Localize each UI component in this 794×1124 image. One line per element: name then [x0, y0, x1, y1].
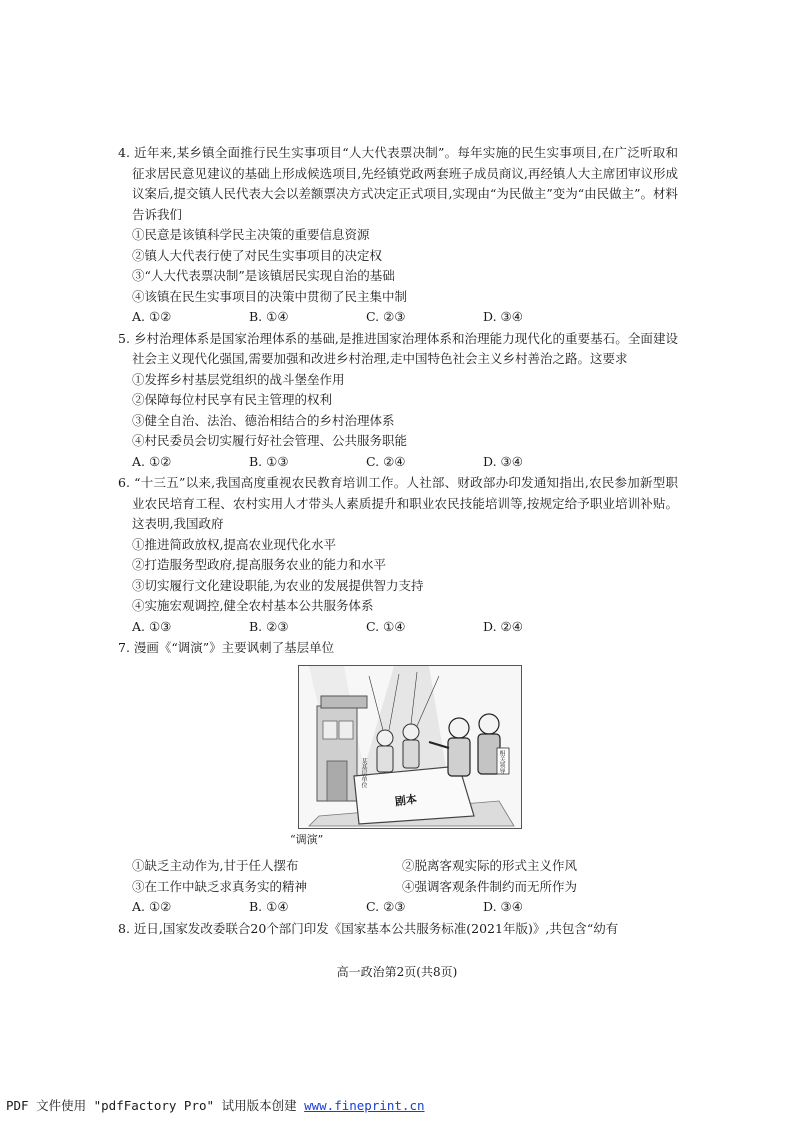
- question-stem: 7. 漫画《“调演”》主要讽刺了基层单位: [118, 640, 335, 655]
- question-8: [118, 919, 678, 940]
- fineprint-link[interactable]: www.fineprint.cn: [304, 1098, 425, 1113]
- option-item: ④该镇在民生实事项目的决策中贯彻了民主集中制: [132, 288, 408, 304]
- answer-choices: [118, 617, 678, 638]
- choice-d: D. ③④: [483, 899, 523, 914]
- question-5: [118, 329, 678, 473]
- option-item: ②保障每位村民享有民主管理的权利: [132, 392, 333, 407]
- cartoon-label-left: 某基层单位: [360, 757, 367, 788]
- option-item: ④强调客观条件制约而无所作为: [402, 878, 578, 894]
- option-item: ③“人大代表票决制”是该镇居民实现自治的基础: [132, 268, 395, 283]
- question-6: [118, 473, 678, 637]
- choice-c: C. ①④: [366, 618, 406, 634]
- choice-b: B. ①④: [249, 309, 289, 324]
- answer-choices: [118, 897, 678, 918]
- choice-c: C. ②③: [366, 309, 406, 324]
- option-item: ②打造服务型政府,提高服务农业的能力和水平: [132, 557, 386, 572]
- cartoon-label-right: 相关领导: [498, 749, 505, 774]
- options-row: [118, 877, 678, 898]
- option-item: ①民意是该镇科学民主决策的重要信息资源: [132, 227, 370, 242]
- choice-a: A. ①③: [132, 618, 172, 634]
- choice-d: D. ③④: [483, 453, 523, 469]
- pdf-note-text: PDF 文件使用 "pdfFactory Pro" 试用版本创建: [6, 1098, 305, 1113]
- choice-a: A. ①②: [132, 453, 172, 469]
- choice-a: A. ①②: [132, 899, 172, 914]
- option-item: ③健全自治、法治、德治相结合的乡村治理体系: [132, 412, 395, 428]
- question-stem: 8. 近日,国家发改委联合20个部门印发《国家基本公共服务标准(2021年版)》,共包含“幼有: [118, 920, 619, 936]
- page-footer: 高一政治第2页(共8页): [336, 965, 458, 979]
- choice-a: A. ①②: [132, 309, 172, 324]
- option-item: ④实施宏观调控,健全农村基本公共服务体系: [132, 598, 374, 613]
- option-item: ①推进简政放权,提高农业现代化水平: [132, 536, 336, 552]
- option-item: ①发挥乡村基层党组织的战斗堡垒作用: [132, 371, 345, 387]
- options-row: [118, 856, 678, 877]
- choice-b: B. ①④: [249, 899, 289, 914]
- question-stem: 4. 近年来,某乡镇全面推行民生实事项目“人大代表票决制”。每年实施的民生实事项目,在广泛听取和征求居民意见建议的基础上形成候选项目,先经镇党政两套班子成员商议,再经镇人大主席团审议形成议案后,提交镇人民代表大会以差额票决方式决定正式项目,实现由“为民做主”变为“由民做主”。材料告诉我们: [118, 145, 679, 222]
- answer-choices: [118, 452, 678, 473]
- option-item: ②脱离客观实际的形式主义作风: [402, 858, 578, 873]
- question-stem: 6. “十三五”以来,我国高度重视农民教育培训工作。人社部、财政部办印发通知指出,农民参加新型职业农民培育工程、农村实用人才带头人素质提升和职业农民技能培训等,按规定给予职业培训补贴。这表明,我国政府: [118, 475, 678, 531]
- choice-b: B. ②③: [249, 618, 289, 634]
- pdf-creator-note: [6, 1096, 425, 1114]
- option-item: ③切实履行文化建设职能,为农业的发展提供智力支持: [132, 577, 424, 593]
- choice-b: B. ①③: [249, 453, 289, 469]
- choice-d: D. ②④: [483, 618, 523, 634]
- exam-page: [118, 143, 678, 939]
- option-item: ②镇人大代表行使了对民生实事项目的决定权: [132, 247, 383, 263]
- cartoon-label-script: 剧本: [394, 792, 418, 808]
- choice-d: D. ③④: [483, 309, 523, 324]
- question-7: [118, 638, 678, 918]
- question-stem: 5. 乡村治理体系是国家治理体系的基础,是推进国家治理体系和治理能力现代化的重要基石。全面建设社会主义现代化强国,需要加强和改进乡村治理,走中国特色社会主义乡村善治之路。这要求: [118, 330, 678, 366]
- option-item: ③在工作中缺乏求真务实的精神: [132, 878, 308, 894]
- cartoon-image: [298, 665, 522, 829]
- choice-c: C. ②③: [366, 899, 406, 914]
- cartoon-caption: “调演”: [290, 832, 324, 846]
- answer-choices: [118, 307, 678, 328]
- option-item: ④村民委员会切实履行好社会管理、公共服务职能: [132, 433, 408, 448]
- option-item: ①缺乏主动作为,甘于任人摆布: [132, 858, 299, 873]
- question-4: [118, 143, 678, 328]
- choice-c: C. ②④: [366, 453, 406, 469]
